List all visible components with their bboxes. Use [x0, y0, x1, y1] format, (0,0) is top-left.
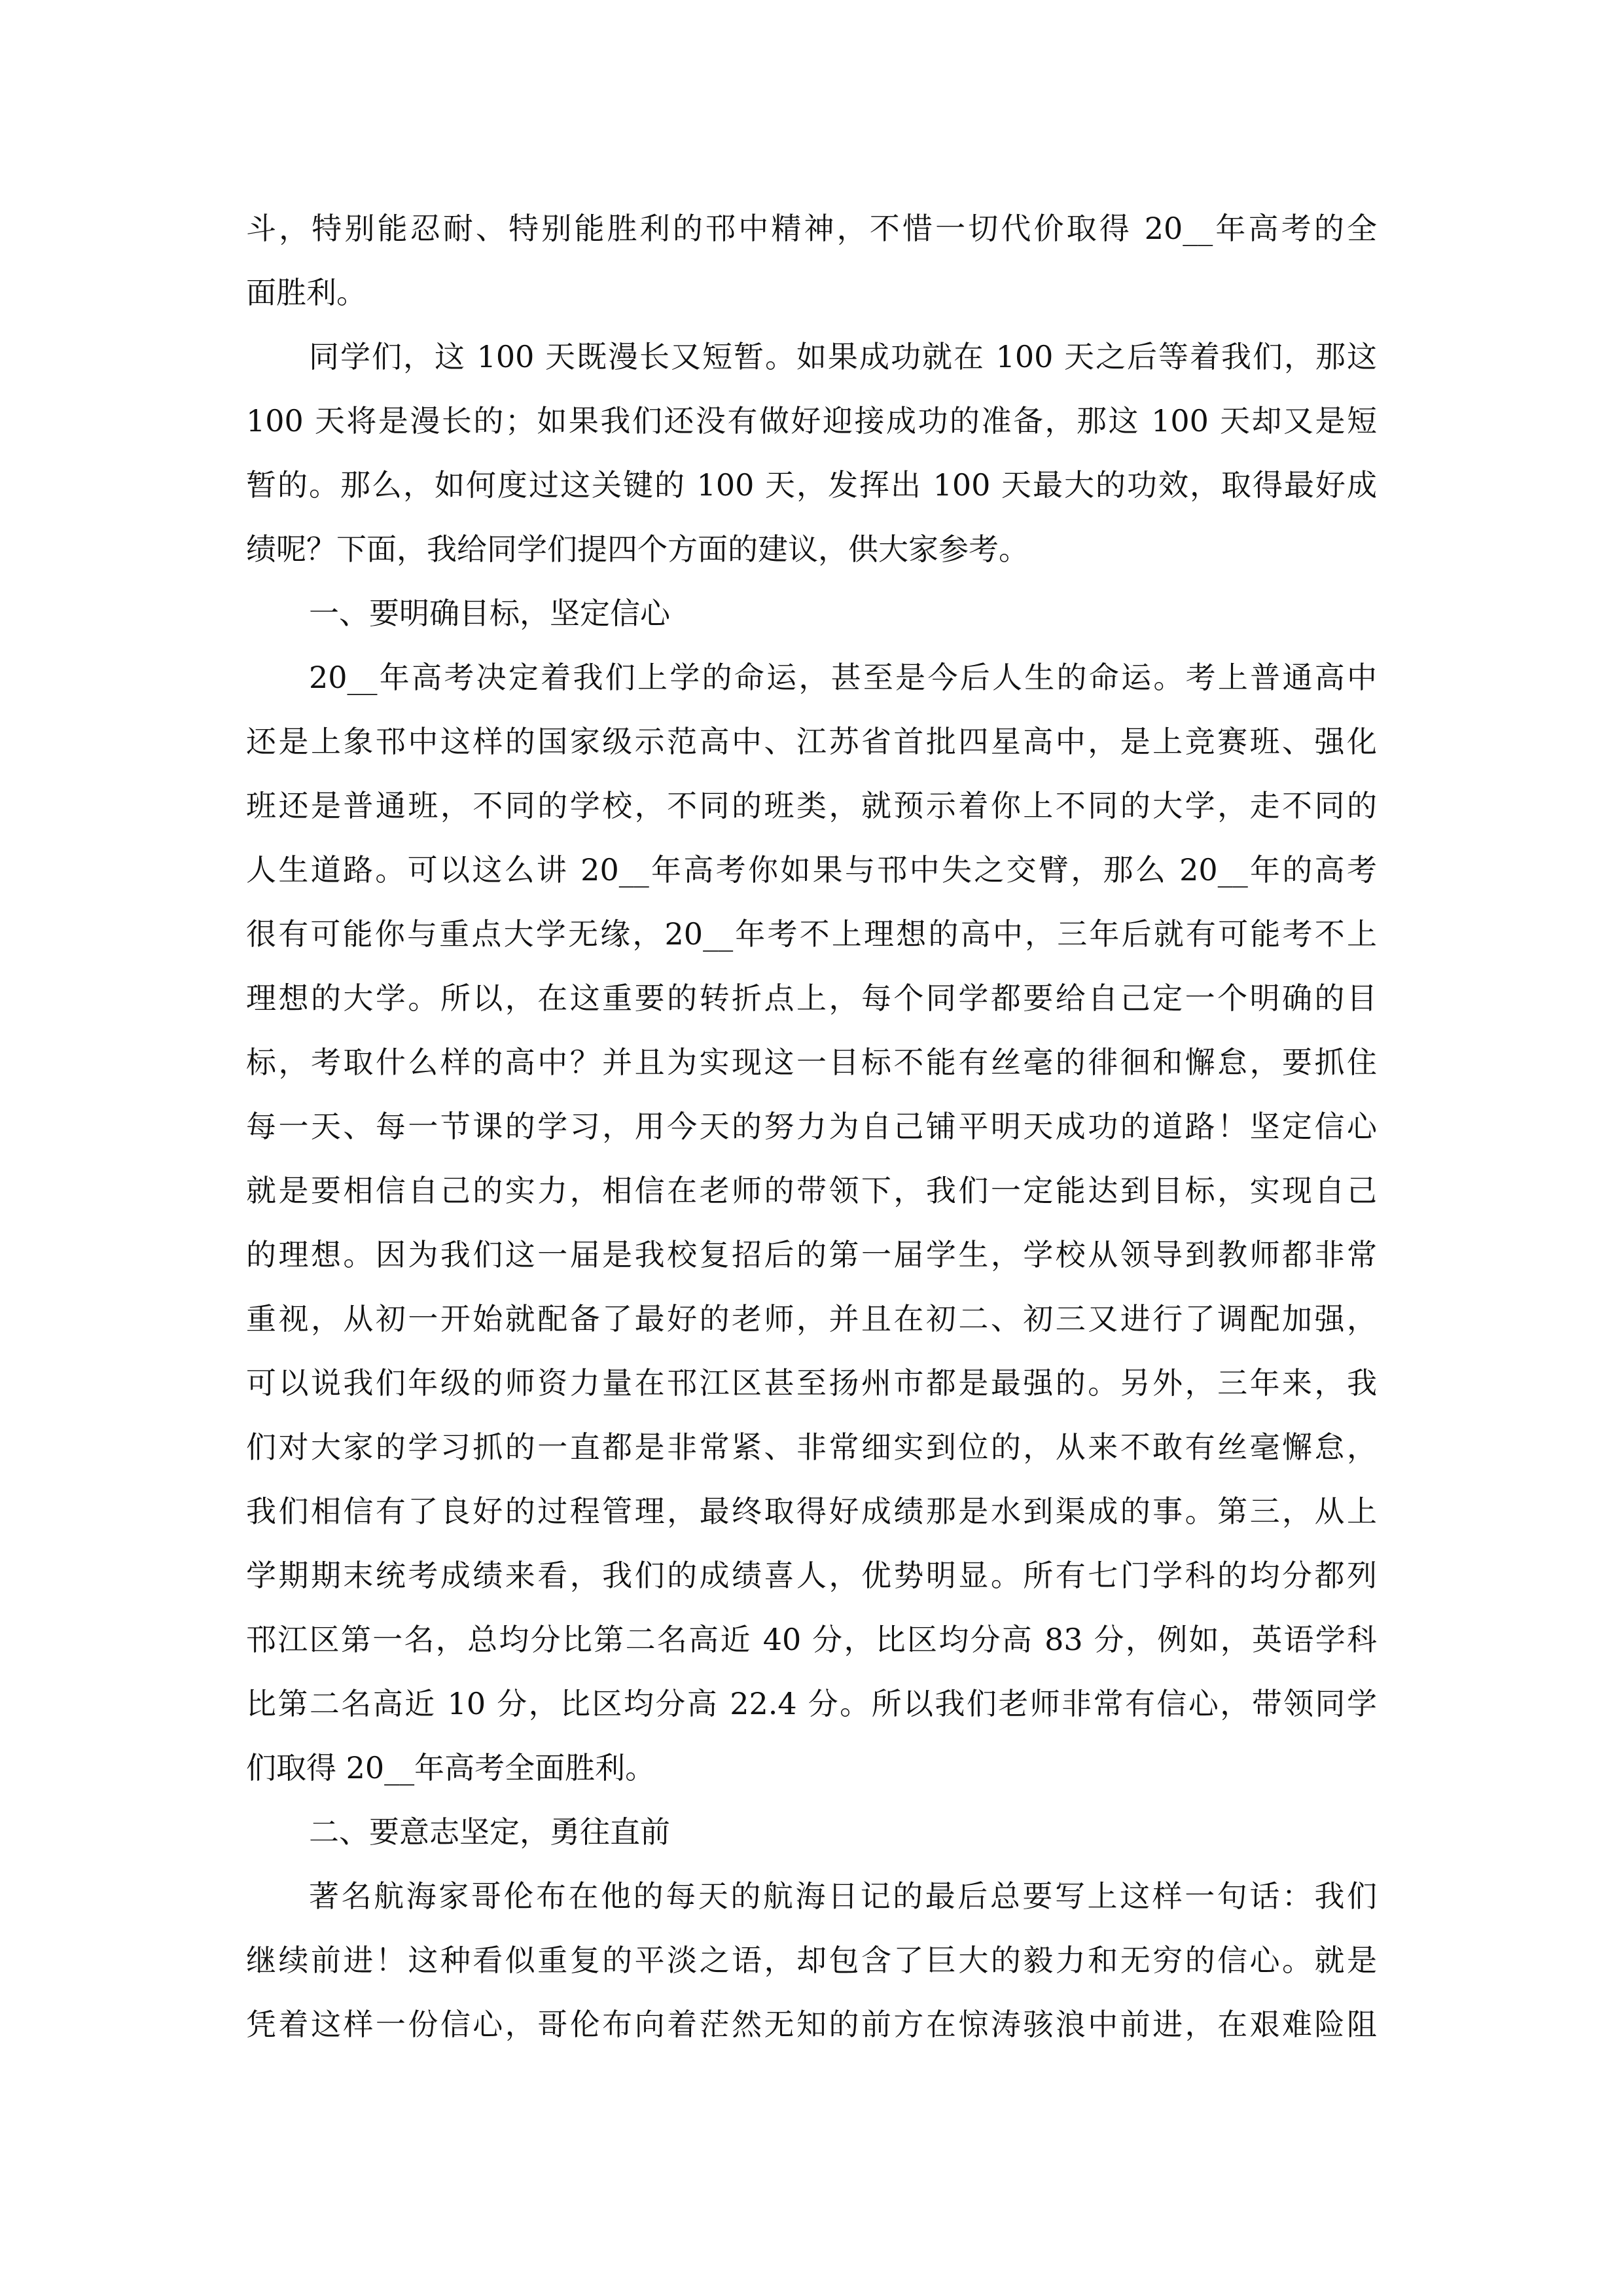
text-line: 继续前进！这种看似重复的平淡之语，却包含了巨大的毅力和无穷的信心。就是	[246, 1943, 1377, 1978]
text-line: 还是上象邗中这样的国家级示范高中、江苏省首批四星高中，是上竞赛班、强化	[246, 724, 1377, 759]
text-line: 人生道路。可以这么讲 20__年高考你如果与邗中失之交臂，那么 20__年的高考	[246, 852, 1377, 888]
text-line: 学期期末统考成绩来看，我们的成绩喜人，优势明显。所有七门学科的均分都列	[246, 1558, 1377, 1593]
paragraph	[246, 325, 1377, 581]
text-line: 很有可能你与重点大学无缘，20__年考不上理想的高中，三年后就有可能考不上	[246, 916, 1377, 952]
section-heading	[246, 581, 1377, 645]
text-line: 标，考取什么样的高中？并且为实现这一目标不能有丝毫的徘徊和懈怠，要抓住	[246, 1045, 1377, 1080]
text-line: 邗江区第一名，总均分比第二名高近 40 分，比区均分高 83 分，例如，英语学科	[246, 1622, 1377, 1657]
text-line: 面胜利。	[246, 275, 366, 310]
text-line: 我们相信有了良好的过程管理，最终取得好成绩那是水到渠成的事。第三，从上	[246, 1494, 1377, 1529]
text-line: 的理想。因为我们这一届是我校复招后的第一届学生，学校从领导到教师都非常	[246, 1237, 1377, 1272]
section-heading	[246, 1800, 1377, 1864]
text-line: 著名航海家哥伦布在他的每天的航海日记的最后总要写上这样一句话：我们	[309, 1878, 1377, 1914]
text-line: 班还是普通班，不同的学校，不同的班类，就预示着你上不同的大学，走不同的	[246, 788, 1377, 823]
text-line: 斗，特别能忍耐、特别能胜利的邗中精神，不惜一切代价取得 20__年高考的全	[246, 211, 1377, 246]
text-line: 理想的大学。所以，在这重要的转折点上，每个同学都要给自己定一个明确的目	[246, 980, 1377, 1016]
text-line: 凭着这样一份信心，哥伦布向着茫然无知的前方在惊涛骇浪中前进，在艰难险阻	[246, 2007, 1377, 2042]
text-line: 重视，从初一开始就配备了最好的老师，并且在初二、初三又进行了调配加强，	[246, 1301, 1377, 1336]
text-line: 可以说我们年级的师资力量在邗江区甚至扬州市都是最强的。另外，三年来，我	[246, 1365, 1377, 1401]
paragraph-continued	[246, 196, 1377, 325]
paragraph	[246, 1864, 1377, 2056]
text-line: 同学们，这 100 天既漫长又短暂。如果成功就在 100 天之后等着我们，那这	[309, 339, 1377, 374]
heading-line: 二、要意志坚定，勇往直前	[309, 1814, 670, 1850]
text-line: 100 天将是漫长的；如果我们还没有做好迎接成功的准备，那这 100 天却又是短	[246, 403, 1377, 439]
text-line: 比第二名高近 10 分，比区均分高 22.4 分。所以我们老师非常有信心，带领同学	[246, 1686, 1377, 1721]
text-line: 每一天、每一节课的学习，用今天的努力为自己铺平明天成功的道路！坚定信心	[246, 1109, 1377, 1144]
text-line: 们对大家的学习抓的一直都是非常紧、非常细实到位的，从来不敢有丝毫懈怠，	[246, 1429, 1377, 1465]
document-page	[246, 196, 1377, 2056]
text-line: 20__年高考决定着我们上学的命运，甚至是今后人生的命运。考上普通高中	[309, 660, 1377, 695]
text-line: 们取得 20__年高考全面胜利。	[246, 1750, 656, 1785]
text-line: 暂的。那么，如何度过这关键的 100 天，发挥出 100 天最大的功效，取得最好成	[246, 467, 1377, 503]
heading-line: 一、要明确目标，坚定信心	[309, 596, 670, 631]
text-line: 绩呢？下面，我给同学们提四个方面的建议，供大家参考。	[246, 531, 1029, 567]
paragraph	[246, 645, 1377, 1800]
text-line: 就是要相信自己的实力，相信在老师的带领下，我们一定能达到目标，实现自己	[246, 1173, 1377, 1208]
